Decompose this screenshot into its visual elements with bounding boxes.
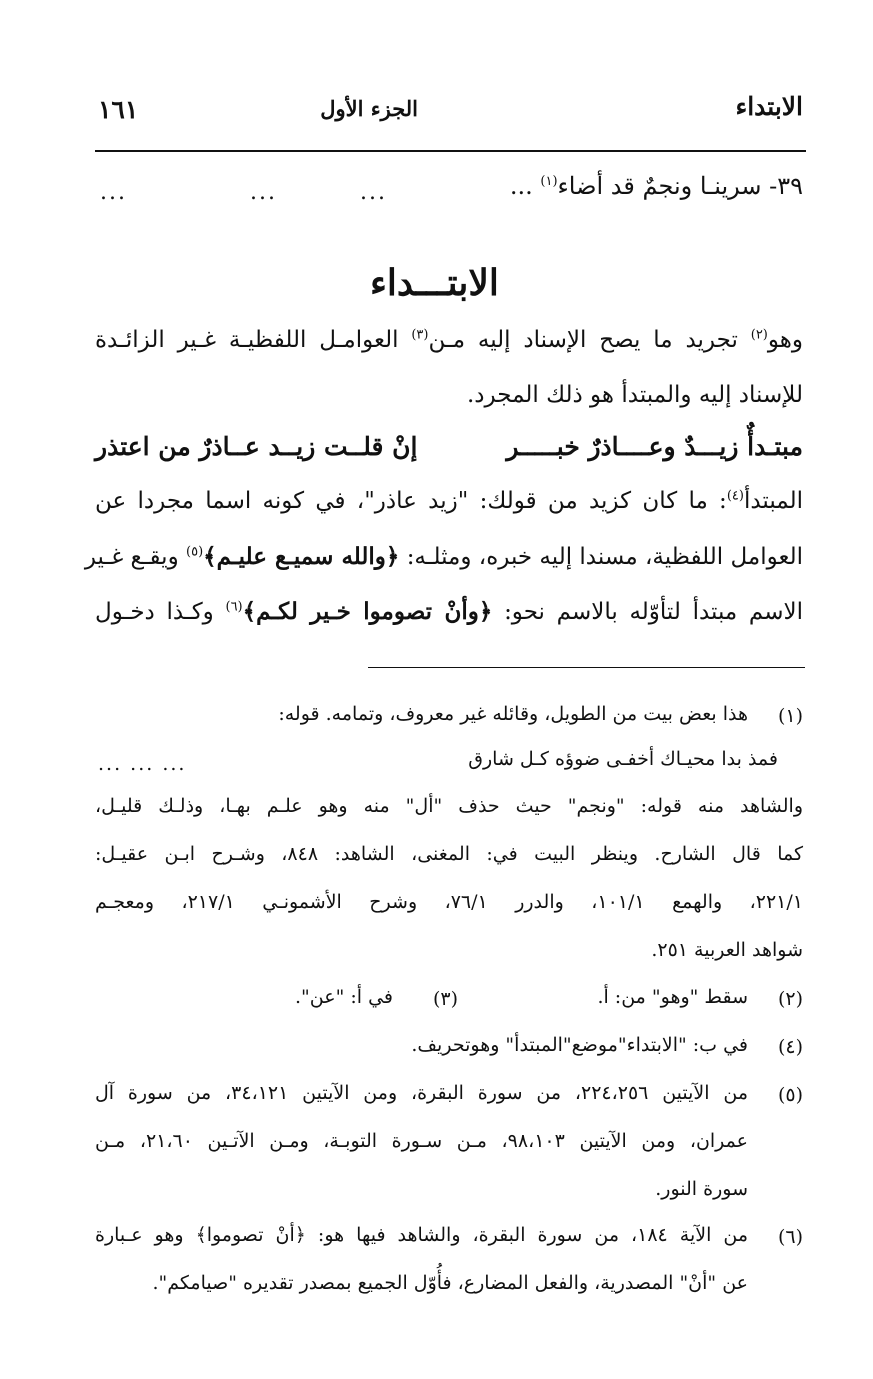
footnote-ref-1: (١): [540, 174, 558, 189]
body-text: : ما كان كزيد من قولك: "زيد عاذر"، في كونه اسما مجردا عن: [95, 488, 727, 514]
footnote-6-line-2: عن "أنْ" المصدرية، والفعل المضارع، فأُوّل الجميع بمصدر تقديره "صيامكم".: [152, 1272, 748, 1294]
body-line-2: للإسناد إليه والمبتدأ هو ذلك المجرد.: [467, 382, 803, 408]
body-text: وكـذا دخـول: [95, 599, 214, 625]
footnote-ref-4: (٤): [726, 488, 744, 504]
header-part: الجزء الأول: [320, 96, 418, 121]
quran-quote: ﴿وأنْ تصوموا خـير لكـم﴾: [242, 598, 493, 625]
footnote-number: (٤): [777, 1036, 803, 1058]
verse-39-text: ٣٩- سرينـا ونجمٌ قد أضاء: [557, 172, 803, 200]
footnote-number: (١): [777, 705, 803, 727]
header-chapter: الابتداء: [735, 92, 803, 121]
verse-39-dots-4: ...: [100, 180, 127, 205]
body-line-5: [95, 598, 803, 625]
body-text: العوامـل اللفظيـة غـير الزائـدة: [95, 327, 399, 353]
body-text: تجريد ما يصح الإسناد إليه مـن: [428, 327, 738, 353]
section-title: الابتـــداء: [370, 262, 499, 304]
footnote-3: في أ: "عن".: [295, 986, 393, 1008]
footnote-1-line-4: كما قال الشارح. وينظر البيت في: المغنى، الشاهد: ٨٤٨، وشـرح ابـن عقيـل:: [95, 843, 804, 865]
footnote-5-line-1: من الآيتين ٢٢٤،٢٥٦، من سورة البقرة، ومن الآيتين ٣٤،١٢١، من سورة آل: [95, 1082, 748, 1104]
body-text: وهو: [767, 327, 803, 353]
quran-quote: ﴿والله سميـع عليـم﴾: [203, 543, 400, 570]
footnote-ref-5: (٥): [186, 544, 204, 560]
verse-hemistich-left: إنْ قلــت زيــد عــاذرٌ من اعتذر: [95, 432, 418, 461]
footnote-2: سقط "وهو" من: أ.: [597, 986, 748, 1008]
footnote-ref-6: (٦): [225, 599, 243, 615]
verse-39-dots: ...: [509, 172, 533, 200]
header-divider: [95, 150, 806, 152]
footnote-1-line-6: شواهد العربية ٢٥١.: [651, 939, 803, 961]
verse-hemistich-right: مبتـدأٌ زيـــدٌ وعــــاذرٌ خبـــــر: [506, 432, 803, 461]
body-text: العوامل اللفظية، مسندا إليه خبره، ومثلـه:: [406, 544, 803, 570]
footnote-number: (٦): [777, 1226, 803, 1248]
body-text: المبتدأ: [743, 488, 803, 514]
footnote-number: (٥): [777, 1084, 803, 1106]
footnote-4: في ب: "الابتداء"موضع"المبتدأ" وهوتحريف.: [411, 1034, 748, 1056]
footnote-number: (٢): [777, 988, 803, 1010]
verse-39-dots-3: ...: [250, 180, 277, 205]
footnote-5-line-2: عمران، ومن الآيتين ٩٨،١٠٣، مـن سـورة التوبـة، ومـن الآتـين ٢١،٦٠، مـن: [95, 1130, 748, 1152]
footnote-1-line-5: ٢٢١/١، والهمع ١٠١/١، والدرر ٧٦/١، وشرح الأشمونـي ٢١٧/١، ومعجـم: [95, 891, 803, 913]
footnote-ref-2: (٢): [750, 327, 768, 343]
body-line-3: [95, 488, 803, 514]
footnote-1-line-3: والشاهد منه قوله: "ونجم" حيث حذف "أل" منه وهو علـم بهـا، وذلـك قليـل،: [95, 795, 803, 817]
footnote-1-line-1: هذا بعض بيت من الطويل، وقائله غير معروف، وتمامه. قوله:: [278, 703, 748, 725]
footnote-1-verse-left: ... ... ...: [98, 753, 187, 775]
verse-39: [510, 172, 803, 200]
footnote-6-line-1: من الآية ١٨٤، من سورة البقرة، والشاهد فيها هو: ﴿أنْ تصوموا﴾ وهو عـبارة: [95, 1224, 748, 1246]
body-text: الاسم مبتدأ لتأوّله بالاسم نحو:: [504, 599, 804, 625]
body-line-1: [95, 327, 803, 353]
footnote-number: (٣): [432, 988, 458, 1010]
footnote-5-line-3: سورة النور.: [655, 1178, 748, 1200]
footnote-ref-3: (٣): [411, 327, 429, 343]
body-text: ويقـع غـير: [84, 544, 179, 570]
footnote-1-verse-right: فمذ بدا محيـاك أخفـى ضوؤه كـل شارق: [468, 748, 778, 770]
page-number: ١٦١: [98, 95, 139, 124]
verse-39-dots-2: ...: [360, 180, 387, 205]
body-line-4: [84, 543, 803, 570]
footnote-divider: [368, 667, 805, 668]
